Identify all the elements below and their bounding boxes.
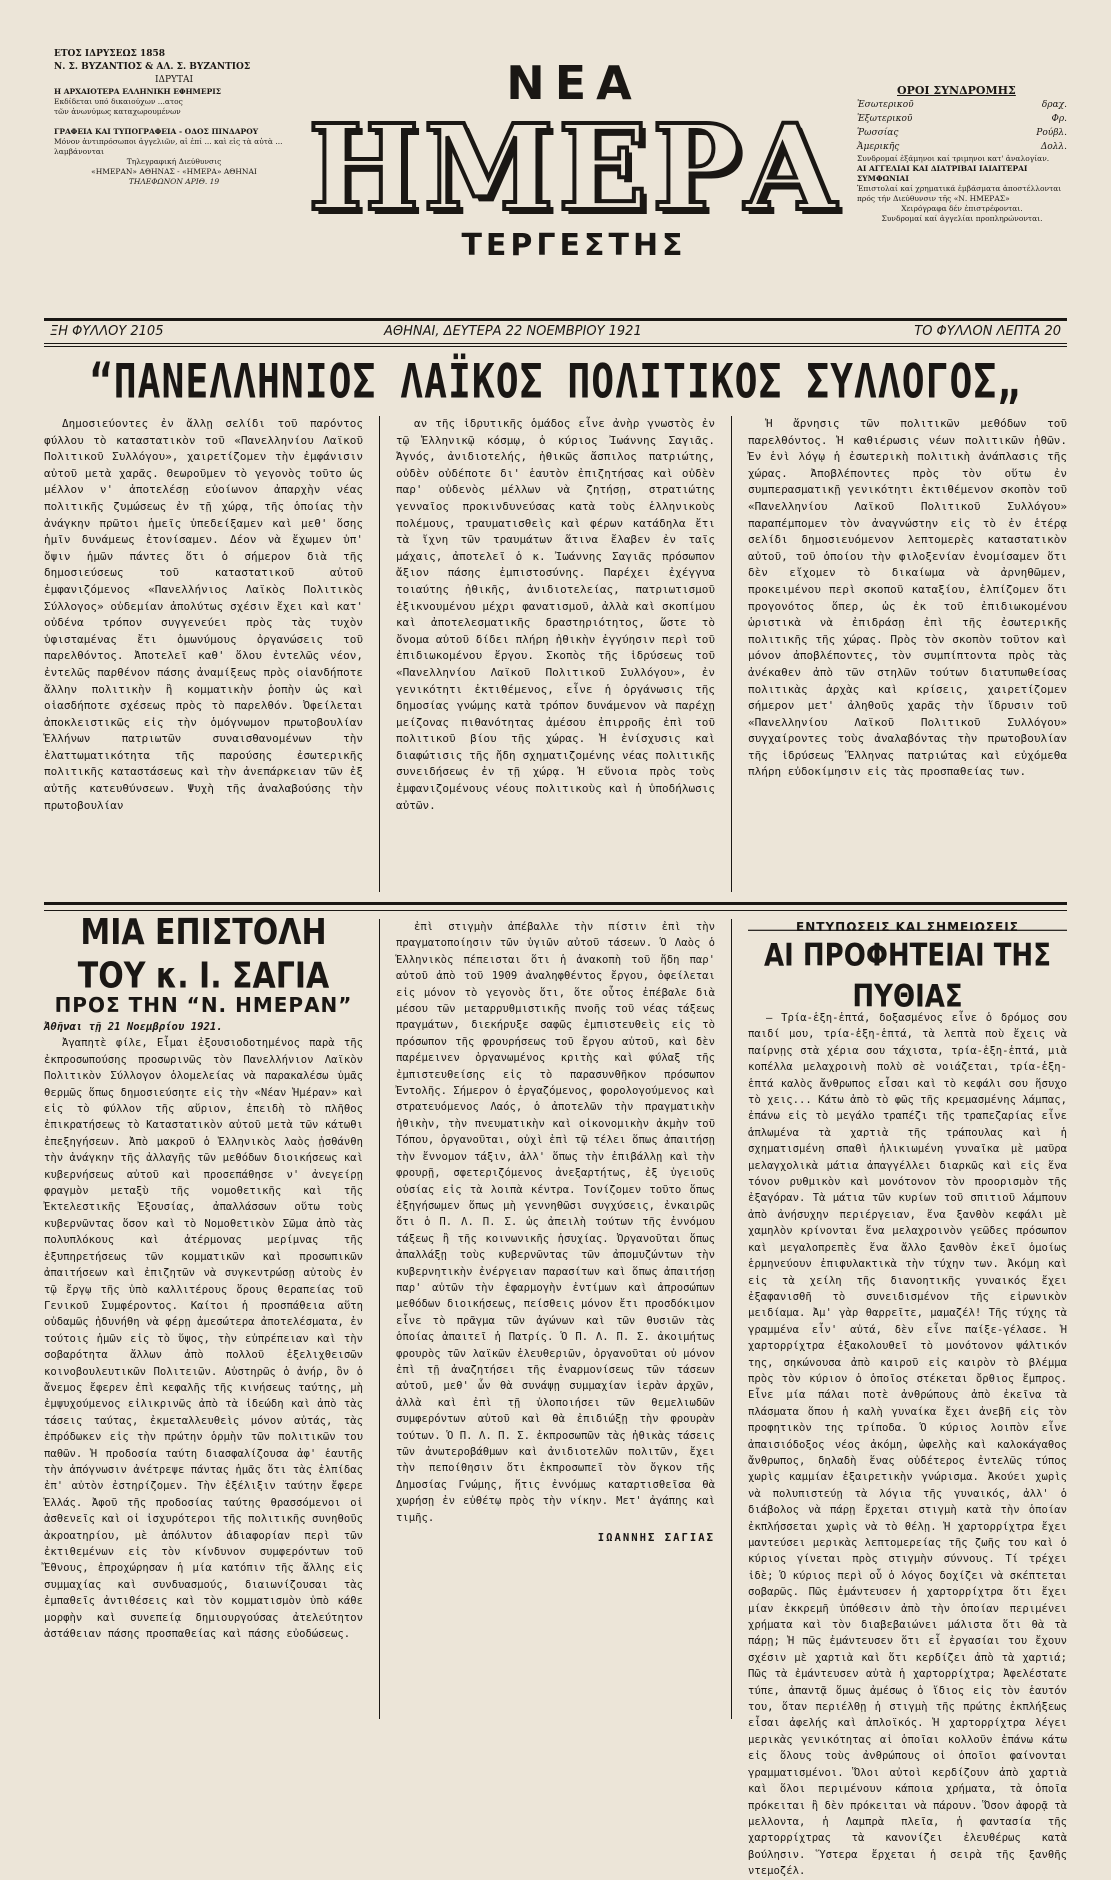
section-divider <box>44 902 1067 911</box>
sub-note-3: Ἐπιστολαί καί χρηματικά ἐμβάσματα ἀποστέλλονται πρός τήν Διεύθυνσιν τῆς «Ν. ΗΜΕΡΑΣ» <box>857 184 1062 203</box>
note-1: Εκδίδεται υπό δικαιούχων ...ατος <box>54 97 183 106</box>
sub-note-5: Συνδρομαί καί ἀγγελίαι προπληρώνονται. <box>881 214 1043 223</box>
founded-year: ΕΤΟΣ ΙΔΡΥΣΕΩΣ 1858 <box>54 49 166 59</box>
letter-column <box>44 911 363 1719</box>
letter-date: Ἀθῆναι τῇ 21 Νοεμβρίου 1921. <box>44 1021 223 1033</box>
phone: ΤΗΛΕΦΩΝΟΝ ΑΡΙΘ. 19 <box>128 177 220 186</box>
column-kicker: ΕΝΤΥΠΩΣΕΙΣ ΚΑΙ ΣΗΜΕΙΩΣΕΙΣ <box>796 920 1019 934</box>
founders-label: ΙΔΡΥΤΑΙ <box>154 75 194 85</box>
letter-body-continued: ἐπὶ στιγμὴν ἀπέβαλλε τὴν πίστιν ἐπὶ τὴν πραγματοποίησιν τῶν ὑγιῶν αὐτοῦ τάσεων. Ὁ Λαὸς ὁ Ἑλληνικὸς πέπεισται ὅτι ἡ ἀνακοπὴ τοῦ ἤδη παρ' αὐτοῦ ἀπὸ τοῦ 1909 ἀναληφθέντος ἔργου, ὀφείλεται εἰς μόνον τὸ γεγονὸς ὅτι, ὅτε οὗτος ἐπέβαλε διὰ μέσου τῶν μεταρρυθμιστικῆς πνοῆς τοῦ νέας τάξεως πραγμάτων, διεκήρυξε σαφῶς ἐμπιστευθεὶς εἰς τὸ πρόσωπον τῆς φρουρήσεως τοῦ ἔργου αὐτοῦ, καὶ δὲν παρέμεινεν ὀργανωμένος κριτὴς καὶ φύλαξ τῆς ἐμπιστευθείσης εἰς τὸ παρασυνθῆκον πρόσωπον Ἐντολῆς. Σήμερον ὁ ἐργαζόμενος, φορολογούμενος καὶ στρατευόμενος Λαός, ὁ ἀποτελῶν τὴν πραγματικὴν ἠθικὴν, τὴν πνευματικὴν καὶ οἰκονομικὴν ἀκμὴν τοῦ Τόπου, ὀργανοῦται, οὐχὶ ἐπὶ τῷ τέλει ὅπως ἀπαιτήσῃ τὴν ἔννομον τάξιν, ἀλλ' ὅπως τὴν ἐπιβάλλῃ καὶ τὴν φρουρῇ, σφετεριζόμενος ἀνεξαρτήτως, ἐξ ὑγειοῦς οὐσίας εἰς τὰ λοιπὰ κέντρα. Τονίζομεν τοῦτο ὅπως ἐξηγήσωμεν ὅπως μὴ γεννηθῶσι συγχύσεις, ἐνκαιρῶς ὅτι ὁ Π. Λ. Π. Σ. ὡς ἀπειλὴ τούτων τῆς ἐννόμου τάξεως ἢ τῆς κοινωνικῆς ἡσυχίας. Ὀργανοῦται ὅπως ἀπαλλάξῃ τοὺς κυβερνῶντας τῶν ἀπομυζώντων τὴν κυβερνητικὴν ἐνέργειαν παρασίτων καὶ ὅπως ἀπαιτήσῃ παρ' αὐτῶν τὴν ἐφαρμογὴν ἐντίμων καὶ ἀπροσώπων μεθόδων διοικήσεως, πείσθεις μόνον ἔτι προσδόκιμον εἶνε τὸ πρᾶγμα τῶν ἀγώνων καὶ τῶν θυσιῶν τὰς ὁποίας ἀπαιτεῖ ἡ Πατρίς. Ὁ Π. Λ. Π. Σ. ἀκοιμήτως φρουρὸς τῶν λαϊκῶν ἐλευθεριῶν, ὀργανοῦται οὐ μόνον ἐπὶ τῇ ἀναζητήσει τῆς ἐναρμονίσεως τῶν τάσεων αὐτοῦ, μεθ' ὧν θὰ συνάψῃ συμμαχίαν ἱερὰν ἀρχῶν, ἀλλὰ καὶ ἐπὶ τῇ ὑλοποιήσει τῶν θεμελιωδῶν συμφερόντων αὐτοῦ καὶ θὰ ἐπιδιώξῃ τὴν φρουρὰν τούτων. Ὁ Π. Λ. Π. Σ. ἐκπροσωπῶν τὰς ἠθικὰς τάσεις τῶν ἀνωτεροβάθμων καὶ ἀνιδιοτελῶν πολιτῶν, ἔχει τὴν πεποίθησιν ὅτι ἐκπροσωπεῖ τὸν ὄγκον τῆς Δημοσίας Γνώμης, ἥτις ἐννόμως καταρτισθεῖσα θὰ χωρήσῃ ἐν εὐθέτῳ πρὸς τὴν νίκην. Μετ' ἀγάπης καὶ τιμῆς. <box>396 921 715 1524</box>
issue-price: ΤΟ ΦΥΛΛΟΝ ΛΕΠΤΑ 20 <box>914 324 1061 339</box>
lead-column-1: Δημοσιεύοντες ἐν ἄλλῃ σελίδι τοῦ παρόντος φύλλου τὸ καταστατικὸν τοῦ «Πανελληνίου Λαϊκοῦ Πολιτικοῦ Συλλόγου», χαιρετίζομεν τὴν ἐμφάνισιν αὐτοῦ μετὰ χαρᾶς. Θεωροῦμεν τὸ γεγονὸς τοῦτο ὡς μέλλον ν' ἀποτελέσῃ εὐοίωνον ἀπαρχὴν νέας πολιτικῆς ζυμώσεως ἐν τῇ χώρᾳ, τῆς ὁποίας τὴν ἀνάγκην πρῶτοι ἡμεῖς ὑπεδείξαμεν καὶ μεθ' ὅσης ἡμῖν δυνάμεως ἐτονίσαμεν. Δέον νὰ ἔχωμεν ὑπ' ὄψιν ἡμῶν πάντες ὅτι ὁ σήμερον διὰ τῆς δημοσιεύσεως τοῦ καταστατικοῦ αὐτοῦ ἐμφανιζόμενος «Πανελλήνιος Λαϊκὸς Πολιτικὸς Σύλλογος» οὐδεμίαν ἀπολύτως σχέσιν ἔχει καὶ κατ' οὐδένα τρόπον συγγενεύει πρὸς τὰς τυχὸν ὑφισταμένας ἔτι ὁμωνύμους ὀργανώσεις τοῦ παρελθόντος. Ἀποτελεῖ καθ' ὅλου ἐντελῶς νέον, ἐντελῶς παρθένον πάσης ἀναμίξεως πρὸς οἱανδήποτε ἄλλην πολιτικὴν ἢ κομματικὴν ῥοπὴν ὡς καὶ οἱασδήποτε σχέσεως πρὸς τὸ παρελθόν. Ὀφείλεται ἀποκλειστικῶς εἰς τὴν ὁμόγνωμον πρωτοβουλίαν Ἑλλήνων πατριωτῶν συναισθανομένων τὴν ἐλαττωματικότητα τῆς παρούσης ἐσωτερικῆς πολιτικῆς καταστάσεως καὶ τὴν ἀνεπάρκειαν τῶν ἐξ αὐτῆς κατευθύνσεων. Ψυχὴ τῆς ἀναλαβούσης τὴν πρωτοβουλίαν <box>44 417 363 812</box>
letter-title: ΜΙΑ ΕΠΙΣΤΟΛΗ ΤΟΥ κ. Ι. ΣΑΓΙΑ <box>77 911 330 997</box>
letter-signature: ΙΩΑΝΝΗΣ ΣΑΓΙΑΣ <box>597 1532 715 1545</box>
sub-row: Ἀμερικῆς Δολλ. <box>857 142 1067 152</box>
sub-note-2: ΑΙ ΑΓΓΕΛΙΑΙ ΚΑΙ ΔΙΑΤΡΙΒΑΙ ΙΑΙΑΙΤΕΡΑΙ ΣΥΜΦΩΝΙΑΙ <box>857 164 1028 183</box>
telegraph-address: «ΗΜΕΡΑΝ» ΑΘΗΝΑΣ - «ΗΜΕΡΑ» ΑΘΗΝΑΙ <box>91 167 257 176</box>
owners: Ν. Σ. ΒΥΖΑΝΤΙΟΣ & ΑΛ. Σ. ΒΥΖΑΝΤΙΟΣ <box>54 62 251 72</box>
lead-column-3: Ἡ ἄρνησις τῶν πολιτικῶν μεθόδων τοῦ παρελθόντος. Ἡ καθιέρωσις νέων πολιτικῶν ἠθῶν. Ἐν ἑνὶ λόγῳ ἡ ἐσωτερικὴ πολιτικὴ ἀνάπλασις τῆς χώρας. Ἀποβλέποντες πρὸς τὸν οὕτω ἐν συμπερασματικῇ γενικότητι ἐκτιθέμενον σκοπὸν τοῦ «Πανελληνίου Λαϊκοῦ Πολιτικοῦ Συλλόγου» παραπέμπομεν τὸν ἀναγνώστην εἰς τὸ ἐν ἑτέρᾳ σελίδι δημοσιευόμενον λεπτομερὲς καταστατικὸν αὐτοῦ, τοῦ ὁποίου τὴν φιλοξενίαν ἐνομίσαμεν ὅτι δὲν εἴχομεν τὸ δικαίωμα νὰ ἀρνηθῶμεν, προκειμένου περὶ σκοποῦ καταξίου, ἐλπίζομεν ὅτι προγονότος ὅπερ, ὡς ἐκ τοῦ ἐπιδιωκομένου ὡριστικὰ νὰ ἐπιδράσῃ ἐπὶ τῆς ἐσωτερικῆς πολιτικῆς τῆς χώρας. Πρὸς τὸν σκοπὸν τοῦτον καὶ μόνον ἀποβλέποντες, τὸν συμπίπτοντα πρὸς τὰς ἀνέκαθεν ἀπὸ τῶν στηλῶν τούτων διατυπωθείσας πολιτικὰς ἀρχὰς καὶ κρίσεις, χαιρετίζομεν σήμερον μετ' ἀληθοῦς χαρᾶς τὴν ἵδρυσιν τοῦ «Πανελληνίου Λαϊκοῦ Πολιτικοῦ Συλλόγου» συγχαίροντες τοὺς ἀναλαβόντας τὴν πρωτοβουλίαν τῆς ἱδρύσεως Ἕλληνας πατριώτας καὶ εὐχόμεθα πλήρη εὐδοκίμησιν εἰς τὰς προσπαθείας των. <box>748 417 1067 779</box>
note-3: Μόνον ἀντιπρόσωποι ἀγγελιῶν, αἱ ἐπί ... καὶ εἰς τὰ αὐτὰ ... λαμβάνονται <box>54 137 283 156</box>
offices: ΓΡΑΦΕΙΑ ΚΑΙ ΤΥΠΟΓΡΑΦΕΙΑ - ΟΔΟΣ ΠΙΝΔΑΡΟΥ <box>54 127 259 136</box>
letter-body: Ἀγαπητὲ φίλε, Εἶμαι ἐξουσιοδοτημένος παρὰ τῆς ἐκπροσωπούσης προσωρινῶς τὸν Πανελλήνιον Λαϊκὸν Πολιτικὸν Σύλλογον ὁλομελείας νὰ παρακαλέσω ὑμᾶς θερμῶς ὅπως δημοσιεύσητε εἰς τὴν «Νέαν Ἡμέραν» καὶ εἰς τὸ φύλλον τῆς αὔριον, ἐπειδὴ τὸ πλῆθος ἐπικρατήσεως τὸ Καταστατικὸν αὐτοῦ μετὰ τῶν κάτωθι ἐπεξηγήσεων. Ἀπὸ μακροῦ ὁ Ἑλληνικὸς λαὸς ᾐσθάνθη τὴν ἀνάγκην τῆς ἀλλαγῆς τῶν μεθόδων διοικήσεως καὶ κυβερνήσεως αὐτοῦ καὶ προσεπάθησε ν' ἀνεγείρῃ φραγμὸν μεταξὺ τῆς νομοθετικῆς καὶ τῆς Ἐκτελεστικῆς Ἐξουσίας, ἀπαλλάσσων οὕτω τοὺς κυβερνῶντας ὅσον καὶ τὸ Νομοθετικὸν Σῶμα ἀπὸ τὰς πολυπλόκους καὶ ἀτέρμονας μερίμνας τῆς ἐξυπηρετήσεως τῶν κομματικῶν καὶ προσωπικῶν ἀπαιτήσεων καὶ ἐπιζητῶν νὰ συγκεντρώσῃ αὐτοὺς ἐν τῷ ἔργῳ τῆς ὑπὸ καλλιτέρους ὅρους θεραπείας τοῦ Γενικοῦ Συμφέροντος. Καίτοι ἡ προσπάθεια αὕτη οὐδαμῶς ἠδυνήθη νὰ φέρῃ ἀμεσώτερα ἀποτελέσματα, ἐν τούτοις ἡμῶν εἰς τὸ ὕψος, τὴν εὐπρέπειαν καὶ τὴν σοβαρότητα ἄλλων ἀπὸ πολλοῦ ἐξελιχθεισῶν κοινοβουλευτικῶν Πολιτειῶν. Αὐστηρῶς ὁ ἀνήρ, ὃν ὁ ἄνεμος ἔφερεν ἐπὶ κεφαλῆς τῆς κινήσεως ταύτης, μὴ ἐμψυχούμενος εἰλικρινῶς ἀπὸ τὰ ἰδεώδη καὶ ἀπὸ τὰς τάσεις ταύτας, ἐκμεταλλευθεὶς μόνον αὐτάς, τὰς ἐπρόδωκεν εἰς τὴν πρώτην ὁρμὴν τῶν πολιτικῶν του παθῶν. Ἡ προδοσία ταύτη διασφαλίζουσα ἀφ' ἑαυτῆς τὴν ἀπόγνωσιν ἀνέτρεψε πάντας ἡμᾶς ὅτι τὰς ἐλπίδας ἐπ' αὐτὸν ἐστηρίζομεν. Τὴν ἐξέλιξιν ταύτην ἔφερε Ἑλλάς. Ἀφοῦ τῆς προδοσίας ταύτης θρασσόμενοι οἱ ἀσθενεῖς καὶ οἱ ἰσχυρότεροι τῆς πολιτικῆς συνηθοῦς ἀκροατηρίου, μὲ ἀπόλυτον ἀδιαφορίαν περὶ τῶν ἐκτιθεμένων εἰς τὸν κίνδυνον συμφερόντων τοῦ Ἔθνους, ἐπροχώρησαν ἡ μία κατόπιν τῆς ἄλλης εἰς συμμαχίας καὶ συνδυασμούς, διαιωνίζουσαι τὰς ἐμπαθεῖς ἀντιθέσεις καὶ τὸν κομματισμὸν ὑπὸ κάθε μορφὴν καὶ συνεπείᾳ δημιουργούσας ἀτελεύτητον ἀστάθειαν πάσης προσπαθείας καὶ πάσης εὐοδώσεως. <box>44 1037 363 1641</box>
main-headline: “ΠΑΝΕΛΛΗΝΙΟΣ ΛΑΪΚΟΣ ΠΟΛΙΤΙΚΟΣ ΣΥΛΛΟΓΟΣ„ <box>89 353 1022 409</box>
subscription-terms <box>857 84 1067 224</box>
issue-number: ΞΗ ΦΥΛΛΟΥ 2105 <box>50 324 164 339</box>
sub-note-4: Χειρόγραφα δέν ἐπιστρέφονται. <box>901 204 1023 213</box>
masthead <box>44 30 1067 312</box>
nameplate-tergestis: ΤΕΡΓΕΣΤΗΣ <box>461 228 687 263</box>
column-title: ΑΙ ΠΡΟΦΗΤΕΙΑΙ ΤΗΣ ΠΥΘΙΑΣ <box>748 930 1067 1018</box>
lead-column-2: αν τῆς ἱδρυτικῆς ὁμάδος εἶνε ἀνὴρ γνωστὸς ἐν τῷ Ἑλληνικῷ κόσμῳ, ὁ κύριος Ἰωάννης Σαγιᾶς. Ἁγνός, ἀνιδιοτελής, ἠθικῶς ἄσπιλος πατριώτης, οὐδὲν οὐδέποτε δι' ἑαυτὸν ἐπιζητήσας καὶ οὐδὲν παρ' οὐδενὸς μέλλων νὰ ζητήσῃ, στρατιώτης γενναῖος προκινδυνεύσας κατὰ τοὺς ἑλληνικοὺς πολέμους, τραυματισθεὶς καὶ φέρων κατάδηλα ἔτι τὰ ἴχνη τῶν τραυμάτων ἅτινα ἔλαβεν ἐν ταῖς μάχαις, ἀποτελεῖ ὁ κ. Ἰωάννης Σαγιᾶς πρόσωπον ἄξιον πάσης ἐμπιστοσύνης. Παρέχει ἐχέγγυα τοιαύτης ἠθικῆς, ἀνιδιοτελείας, πατριωτισμοῦ ἐξικνουμένου μέχρι φανατισμοῦ, ἀλλὰ καὶ σκοπίμου καὶ ἀποτελεσματικῆς δραστηριότητος, ὥστε τὸ ὄνομα αὐτοῦ δίδει πλήρη ἠθικὴν ἐγγύησιν περὶ τοῦ ἐπιδιωκομένου ἔργου. Σκοπὸς τῆς ἱδρύσεως τοῦ «Πανελληνίου Λαϊκοῦ Πολιτικοῦ Συλλόγου», ἐν γενικότητι ἐκτιθέμενος, εἶνε ἡ ὀργάνωσις τῆς δημοσίας γνώμης κατὰ τρόπον δυνάμενον νὰ παρέχῃ μείζονας πιθανότητας ἀμέσου ἐπιρροῆς ἐπὶ τοῦ πολιτικοῦ βίου τῆς χώρας. Ἡ ἐνίσχυσις καὶ διαφώτισις τῆς ἤδη σχηματιζομένης νέας πολιτικῆς συνειδήσεως ἐν τῇ χώρᾳ. Ἡ εὔνοια πρὸς τοὺς ἐμφανιζομένους νέους πολιτικοὺς καὶ ἡ ὑποδήλωσις αὐτῶν. <box>396 417 715 812</box>
lower-section <box>44 911 1067 1878</box>
pythia-column <box>748 919 1067 1878</box>
letter-continued-column <box>396 919 715 1719</box>
sub-row: Ἐξωτερικοῦ Φρ. <box>857 114 1067 124</box>
telegraph-label: Τηλεγραφική Διεύθυνσις <box>126 157 222 166</box>
column-body: — Τρία-ἑξη-ἑπτά, δοξασμένος εἶνε ὁ δρόμος σου παιδί μου, τρία-ἑξη-ἑπτά, τὰ λεπτὰ ποὺ ἔχεις νὰ παίρνῃς στὰ χέρια σου τάχιστα, τρία-ἑξη-ἑπτά, μιὰ κοπέλλα μελαχροινὴ πολὺ σὲ νοιάζεται, τρία-ἑξη-ἑπτά καλὸς ἄνθρωπος εἶσαι καὶ τὸ κεφάλι σου ἥσυχο τὸ χεις... Κάτω ἀπὸ τὸ φῶς τῆς κρεμασμένης λάμπας, ἐπάνω εἰς τὸ μεγάλο τραπέζι τῆς τραπεζαρίας εἶνε ἁπλωμένα τὰ χαρτιὰ τῆς τράπουλας καὶ ἡ σχηματισμένη σπαθὶ ἡλικιωμένη γυναῖκα μὲ μαῦρα μελαγχολικὰ μάτια ἀπαγγέλλει διαρκῶς καὶ εἰς ἕνα τόνον ρυθμικὸν καὶ μονότονον τὸν προορισμὸν τῆς ἐξαγόραν. Τὰ μάτια τῶν κυρίων τοῦ σπιτιοῦ λάμπουν ἀπὸ ἀνήσυχην περιέργειαν, ἕνα ξανθὸν κεφάλι μὲ χαμηλὸν κρίνονται ἕνα μελαχροινὸν γεῶδες πρόσωπον καὶ μεγαλοπρεπὲς ἕνα ἄλλο ξανθὸν ἐκεῖ ὁμοίως ἑρμηνεύουν ἐπιφυλακτικὰ τὴν τύχην των. Ἀκόμη καὶ εἰς τὰ χείλη τῆς διανοητικῆς γυναικός ἔχει ἐξαφανισθῆ τὸ συνειδισμένον τῆς εἰρωνικὸν μειδίαμα. Ἀμ' γὰρ θαρρεῖτε, μαμαζέλ! Τῆς τύχης τὰ γραμμένα εἶν' αὐτά, δὲν εἶνε παίξε-γέλασε. Ἡ χαρτορρίχτρα ἐξακολουθεῖ τὸ μονότονον ψάλτικόν της, σηκώνουσα ἀπὸ καιροῦ εἰς καιρὸν τὸ βλέμμα πρὸς τὸν κύριον ὁ ὁποῖος στέκεται ὄρθιος ἔμπρος. Εἶνε μία πάλαι ποτὲ ἀνθρώπους ἀπὸ ἐκεῖνα τὰ πλάσματα ὅπου ἡ καλὴ γυναίκα ἔχει ἀνεβῆ εἰς τὸν προφητικὸν της τρίποδα. Ὁ κύριος λοιπὸν εἶνε ἀπαισιόδοξος νέος ἀκόμη, ὠφελὴς καὶ καλοκάγαθος ἄνθρωπος, δηλαδὴ ἕνας οὐδέτερος ἐντελῶς τύπος χωρὶς καμμίαν ἐξαιρετικὴν γνώρισμα. Ἀκούει χωρὶς νὰ πολυπιστεύῃ τὰ λόγια τῆς γυναικός, ἀλλ' ὁ διάβολος νὰ πάρῃ ἔρχεται στιγμὴ κατὰ τὴν ὁποίαν ἐκπλήσσεται χωρὶς νὰ τὸ θέλῃ. Ἡ χαρτορρίχτρα ἔχει μαντεύσει μερικὰς λεπτομερείας τῆς ζωῆς του καὶ ὁ κύριος γίνεται πρὸς στιγμὴν σύννους. Τί τρέχει ἰδὲ; Ὁ κύριος περὶ οὗ ὁ λόγος δοχίζει νὰ σκέπτεται σοβαρῶς. Πῶς ἐμάντευσεν ἡ χαρτορρίχτρα ὅτι ἔχει μίαν ἐκκρεμῆ ὑπόθεσιν ἀπὸ τὴν ὁποίαν περιμένει χρήματα καὶ τὸν διαβεβαιώνει μάλιστα ὅτι θὰ τὰ πάρῃ; Ἡ πῶς ἐμάντευσεν ὅτι εἶ ἐργασίαι του ἔχουν σχέσιν μὲ χαρτιὰ καὶ ὅτι κερδίζει ἀπὸ τὰ χαρτιά; Πῶς τὰ ἐμάντευσεν αὐτὰ ἡ χαρτορρίχτρα; Ἀφελέστατε τύπε, ἀπαντᾷ ὅμως ἀμέσως ὁ ἴδιος εἰς τὸν ἑαυτόν του, ὅταν περιέλθῃ ἡ στιγμὴ τῆς πρώτης ἐκπλήξεως εἶσαι ἀφελής καὶ ἀπλοϊκός. Ἡ χαρτορρίχτρα λέγει μερικὰς γενικότητας αἱ ὁποῖαι κολλοῦν ἐπάνω κάτω εἰς ὅλους τοὺς ἀνθρώπους οἱ ὁποῖοι φαίνονται γραμματισμένοι. Ὅλοι αὐτοὶ κερδίζουν ἀπὸ χαρτιὰ καὶ ὅλοι περιμένουν κάποια χρήματα, τὰ ὁποῖα πρόκειται ἢ δὲν πρόκειται νὰ πάρουν. Ὅσον ἀφορᾷ τὰ μελλοντα, ἡ Λαμπρὰ πλεῖα, ἡ φαντασία τῆς χαρτορρίχτρας τὰ κανονίζει ἐλευθέρως κατὰ βούλησιν. Ὕστερα ἔρχεται ἡ σειρὰ τῆς ξανθῆς ντεμοζέλ. <box>748 1012 1067 1878</box>
nameplate <box>294 58 854 264</box>
lead-article <box>44 416 1067 892</box>
issue-date: ΑΘΗΝΑΙ, ΔΕΥΤΕΡΑ 22 ΝΟΕΜΒΡΙΟΥ 1921 <box>384 324 642 339</box>
subscription-title: ΟΡΟΙ ΣΥΝΔΡΟΜΗΣ <box>897 84 1016 97</box>
sub-row: Ῥωσσίας Ρούβλ. <box>857 128 1067 138</box>
nameplate-nea: ΝΕΑ <box>506 56 642 110</box>
sub-note-1: Συνδρομαί ἑξάμηνοι καί τριμηνοι κατ' ἀναλογίαν. <box>857 154 1050 163</box>
publisher-info <box>54 48 294 187</box>
letter-subtitle: ΠΡΟΣ ΤΗΝ “Ν. ΗΜΕΡΑΝ” <box>54 993 353 1017</box>
oldest-paper: Η ΑΡΧΑΙΟΤΕΡΑ ΕΛΛΗΝΙΚΗ ΕΦΗΜΕΡΙΣ <box>54 87 222 96</box>
note-2: τῶν ἀνωνύμως καταχωρουμένων <box>54 107 181 116</box>
dateline <box>44 318 1067 344</box>
nameplate-imera: ΗΜΕΡΑ <box>307 98 841 237</box>
sub-row: Ἐσωτερικοῦ δραχ. <box>857 100 1067 110</box>
